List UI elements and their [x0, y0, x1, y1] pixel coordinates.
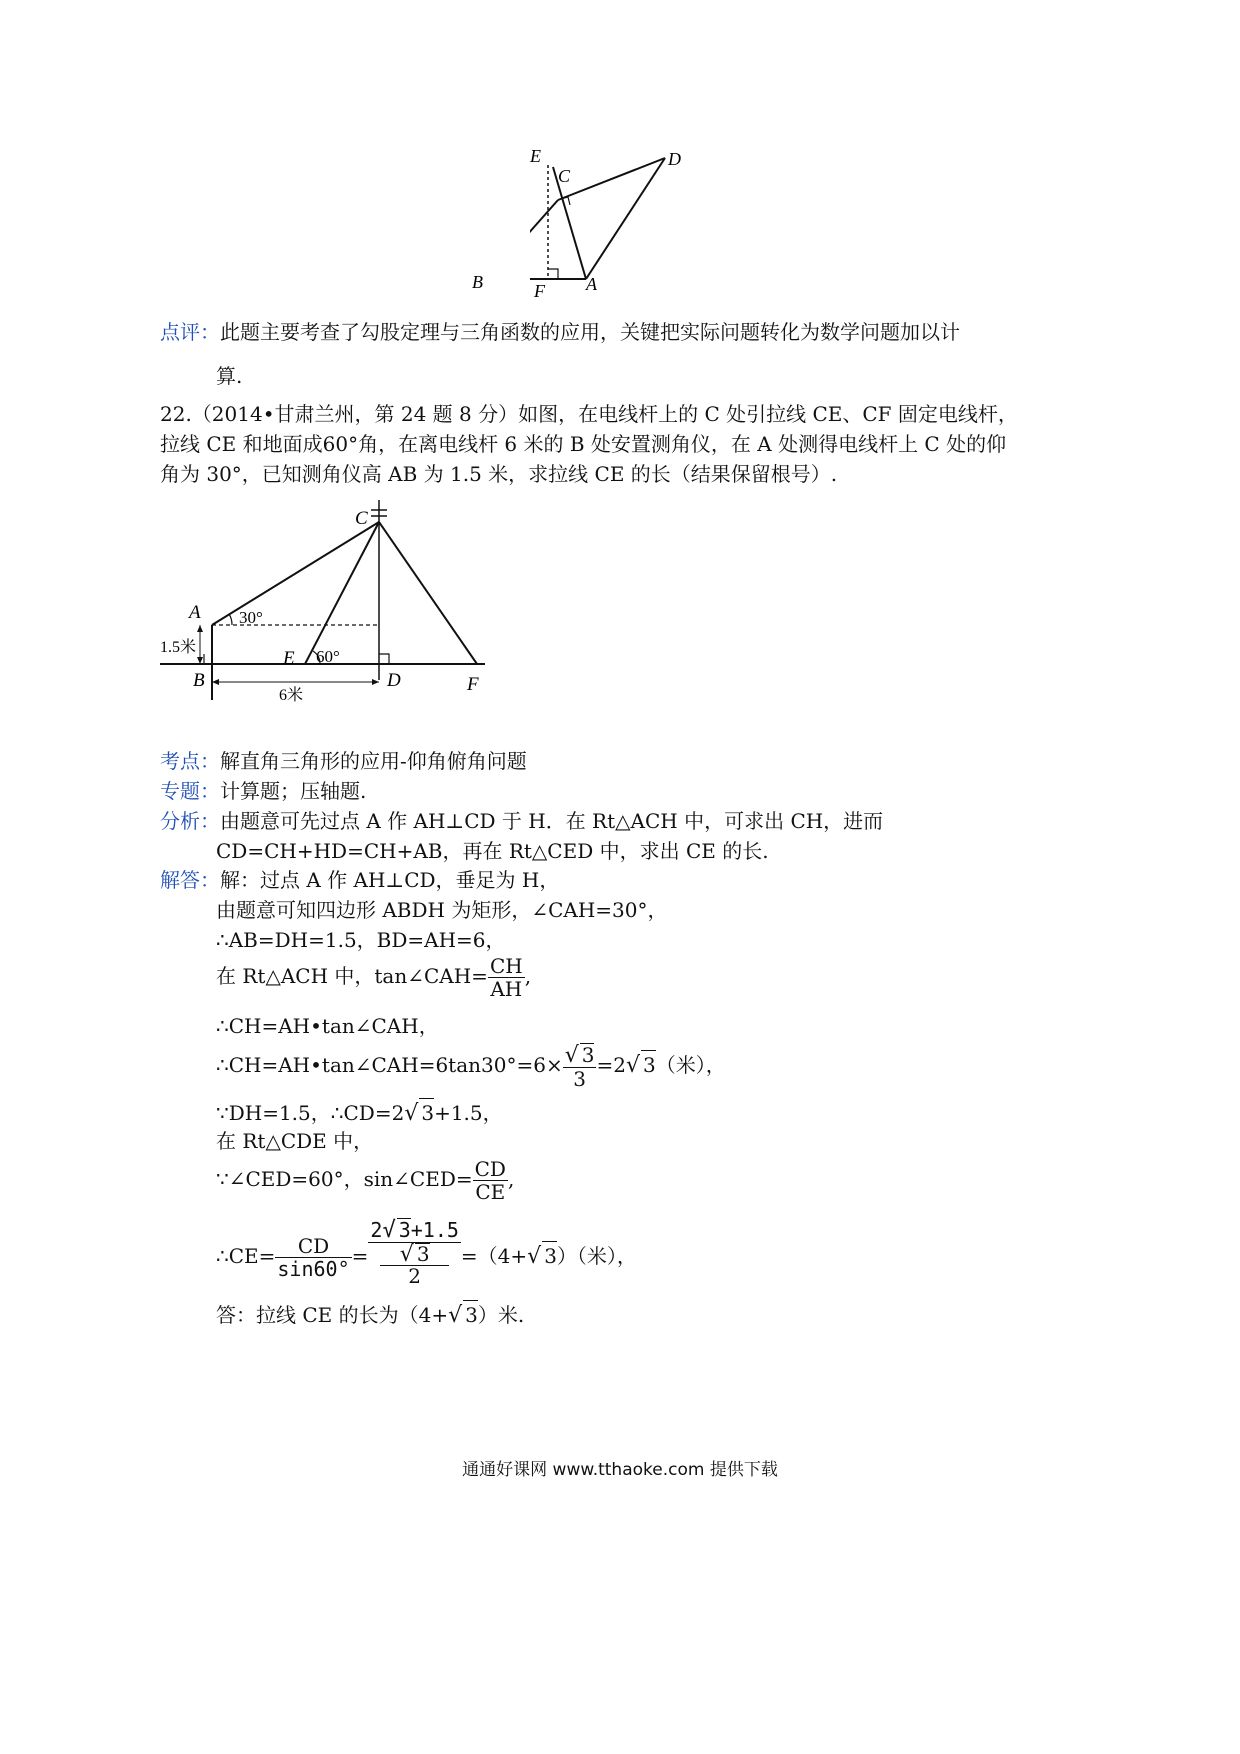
frac-den: CE	[475, 1180, 506, 1204]
jieda-l4-post: ,	[524, 964, 532, 988]
frac-num: 3	[581, 1043, 595, 1067]
root-sign-icon: √	[448, 1303, 463, 1328]
frac-cd-ce	[473, 1158, 508, 1203]
frac-ch-ah	[488, 955, 525, 1000]
frac-den: 3	[573, 1067, 586, 1091]
jieda-line-8: 在 Rt△CDE 中，	[216, 1129, 374, 1153]
jieda-l9-post: ,	[507, 1167, 515, 1191]
frac-num: CH	[489, 954, 523, 978]
root-sign-icon: √	[404, 1101, 419, 1126]
label-B: B	[472, 272, 483, 292]
question-22-line-2: 拉线 CE 和地面成60°角，在离电线杆 6 米的 B 处安置测角仪，在 A 处测得电线杆上 C 处的仰	[160, 432, 1007, 456]
jieda-l10-eq2: =（4+	[460, 1244, 528, 1268]
jieda-l6-mid: =2	[596, 1053, 626, 1077]
radicand: 3	[416, 1242, 430, 1266]
label-1-5m: 1.5米	[160, 639, 197, 656]
jieda-line-3: ∴AB=DH=1.5，BD=AH=6，	[216, 928, 506, 952]
jieda-line-5: ∴CH=AH•tan∠CAH，	[216, 1014, 439, 1038]
kaodian-tag: 考点：	[160, 749, 220, 773]
label-F2: F	[467, 674, 479, 695]
label-B2: B	[193, 670, 205, 691]
jieda-l7-pre: ∵DH=1.5，∴CD=2	[216, 1101, 405, 1125]
jieda-line-11	[216, 1300, 524, 1330]
label-6m: 6米	[279, 687, 304, 704]
frac-sqrt3-3	[563, 1043, 597, 1090]
label-D2: D	[387, 670, 401, 691]
jieda-l10-pre: ∴CE=	[216, 1244, 276, 1268]
radicand: 3	[641, 1050, 656, 1079]
figure-quadrilateral-labels	[470, 140, 710, 305]
jieda-tag: 解答：	[160, 868, 220, 892]
jieda-line-2: 由题意可知四边形 ABDH 为矩形，∠CAH=30°，	[216, 898, 668, 922]
root-sign-icon: √	[399, 1242, 414, 1267]
root-sign-icon: √	[564, 1043, 579, 1068]
jieda-line-4	[216, 955, 531, 1000]
jieda-l11-pre: 答：拉线 CE 的长为（4+	[216, 1303, 449, 1327]
radicand: 3	[463, 1300, 478, 1329]
radicand: 3	[398, 1218, 411, 1242]
zhuanti-tag: 专题：	[160, 779, 220, 803]
jieda-line-9	[216, 1158, 514, 1203]
jieda-l10-post: ）（米），	[556, 1244, 637, 1268]
label-A2: A	[189, 602, 201, 623]
question-22-line-1: 22.（2014•甘肃兰州，第 24 题 8 分）如图，在电线杆上的 C 处引拉线 CE、CF 固定电线杆，	[160, 402, 1018, 426]
root-sign-icon: √	[625, 1053, 640, 1078]
label-60deg: 60°	[316, 647, 340, 666]
jieda-l4-pre: 在 Rt△ACH 中，tan∠CAH=	[216, 964, 488, 988]
jieda-l6-post: （米），	[655, 1053, 726, 1077]
label-D: D	[668, 149, 681, 169]
jieda-l6-pre: ∴CH=AH•tan∠CAH=6tan30°=6×	[216, 1053, 563, 1077]
review-text-1: 此题主要考查了勾股定理与三角函数的应用，关键把实际问题转化为数学问题加以计	[220, 320, 960, 344]
review-tag: 点评：	[160, 320, 220, 344]
frac-den: sin60°	[277, 1257, 350, 1281]
zhuanti-line	[160, 777, 366, 805]
jieda-line-6	[216, 1043, 726, 1090]
root-sign-icon: √	[382, 1218, 396, 1243]
page-footer: 通通好课网 www.tthaoke.com 提供下载	[462, 1460, 778, 1480]
question-22-line-3: 角为 30°，已知测角仪高 AB 为 1.5 米，求拉线 CE 的长（结果保留根号）.	[160, 462, 838, 486]
radicand: 3	[419, 1098, 434, 1127]
zhuanti-text: 计算题；压轴题.	[220, 779, 367, 803]
kaodian-line	[160, 747, 527, 775]
jieda-l10-eq: =	[351, 1244, 369, 1268]
jieda-l9-pre: ∵∠CED=60°，sin∠CED=	[216, 1167, 473, 1191]
jieda-l7-post: +1.5，	[434, 1101, 503, 1125]
num-2: 2	[370, 1218, 383, 1242]
den-2: 2	[380, 1265, 449, 1286]
jieda-line-1	[160, 866, 559, 894]
review-line-1	[160, 318, 960, 346]
review-line-2: 算.	[216, 364, 243, 388]
label-30deg: 30°	[239, 608, 263, 627]
fenxi-line-2: CD=CH+HD=CH+AB，再在 Rt△CED 中，求出 CE 的长.	[216, 839, 769, 863]
num-plus: +1.5	[410, 1218, 459, 1242]
jieda-l11-post: ）米.	[477, 1303, 525, 1327]
radicand: 3	[542, 1241, 557, 1270]
frac-num: CD	[275, 1235, 351, 1258]
label-F: F	[534, 281, 545, 301]
kaodian-text: 解直角三角形的应用-仰角俯角问题	[220, 749, 527, 773]
label-E2: E	[283, 648, 295, 669]
label-A: A	[586, 274, 597, 294]
fenxi-tag: 分析：	[160, 809, 220, 833]
frac-cd-sin60	[275, 1235, 351, 1280]
fenxi-line-1	[160, 807, 883, 835]
frac-num: CD	[474, 1157, 506, 1181]
label-E: E	[530, 146, 541, 166]
frac-den: AH	[490, 977, 523, 1001]
label-C2: C	[355, 508, 368, 529]
jieda-line-10	[216, 1218, 637, 1286]
root-sign-icon: √	[527, 1244, 542, 1269]
jieda-line-7	[216, 1098, 503, 1128]
label-C: C	[558, 166, 571, 186]
fenxi-text-1: 由题意可先过点 A 作 AH⊥CD 于 H．在 Rt△ACH 中，可求出 CH，进而	[220, 809, 884, 833]
figure-pole	[155, 500, 505, 715]
frac-big	[368, 1218, 461, 1286]
jieda-text-1: 解：过点 A 作 AH⊥CD，垂足为 H，	[220, 868, 560, 892]
